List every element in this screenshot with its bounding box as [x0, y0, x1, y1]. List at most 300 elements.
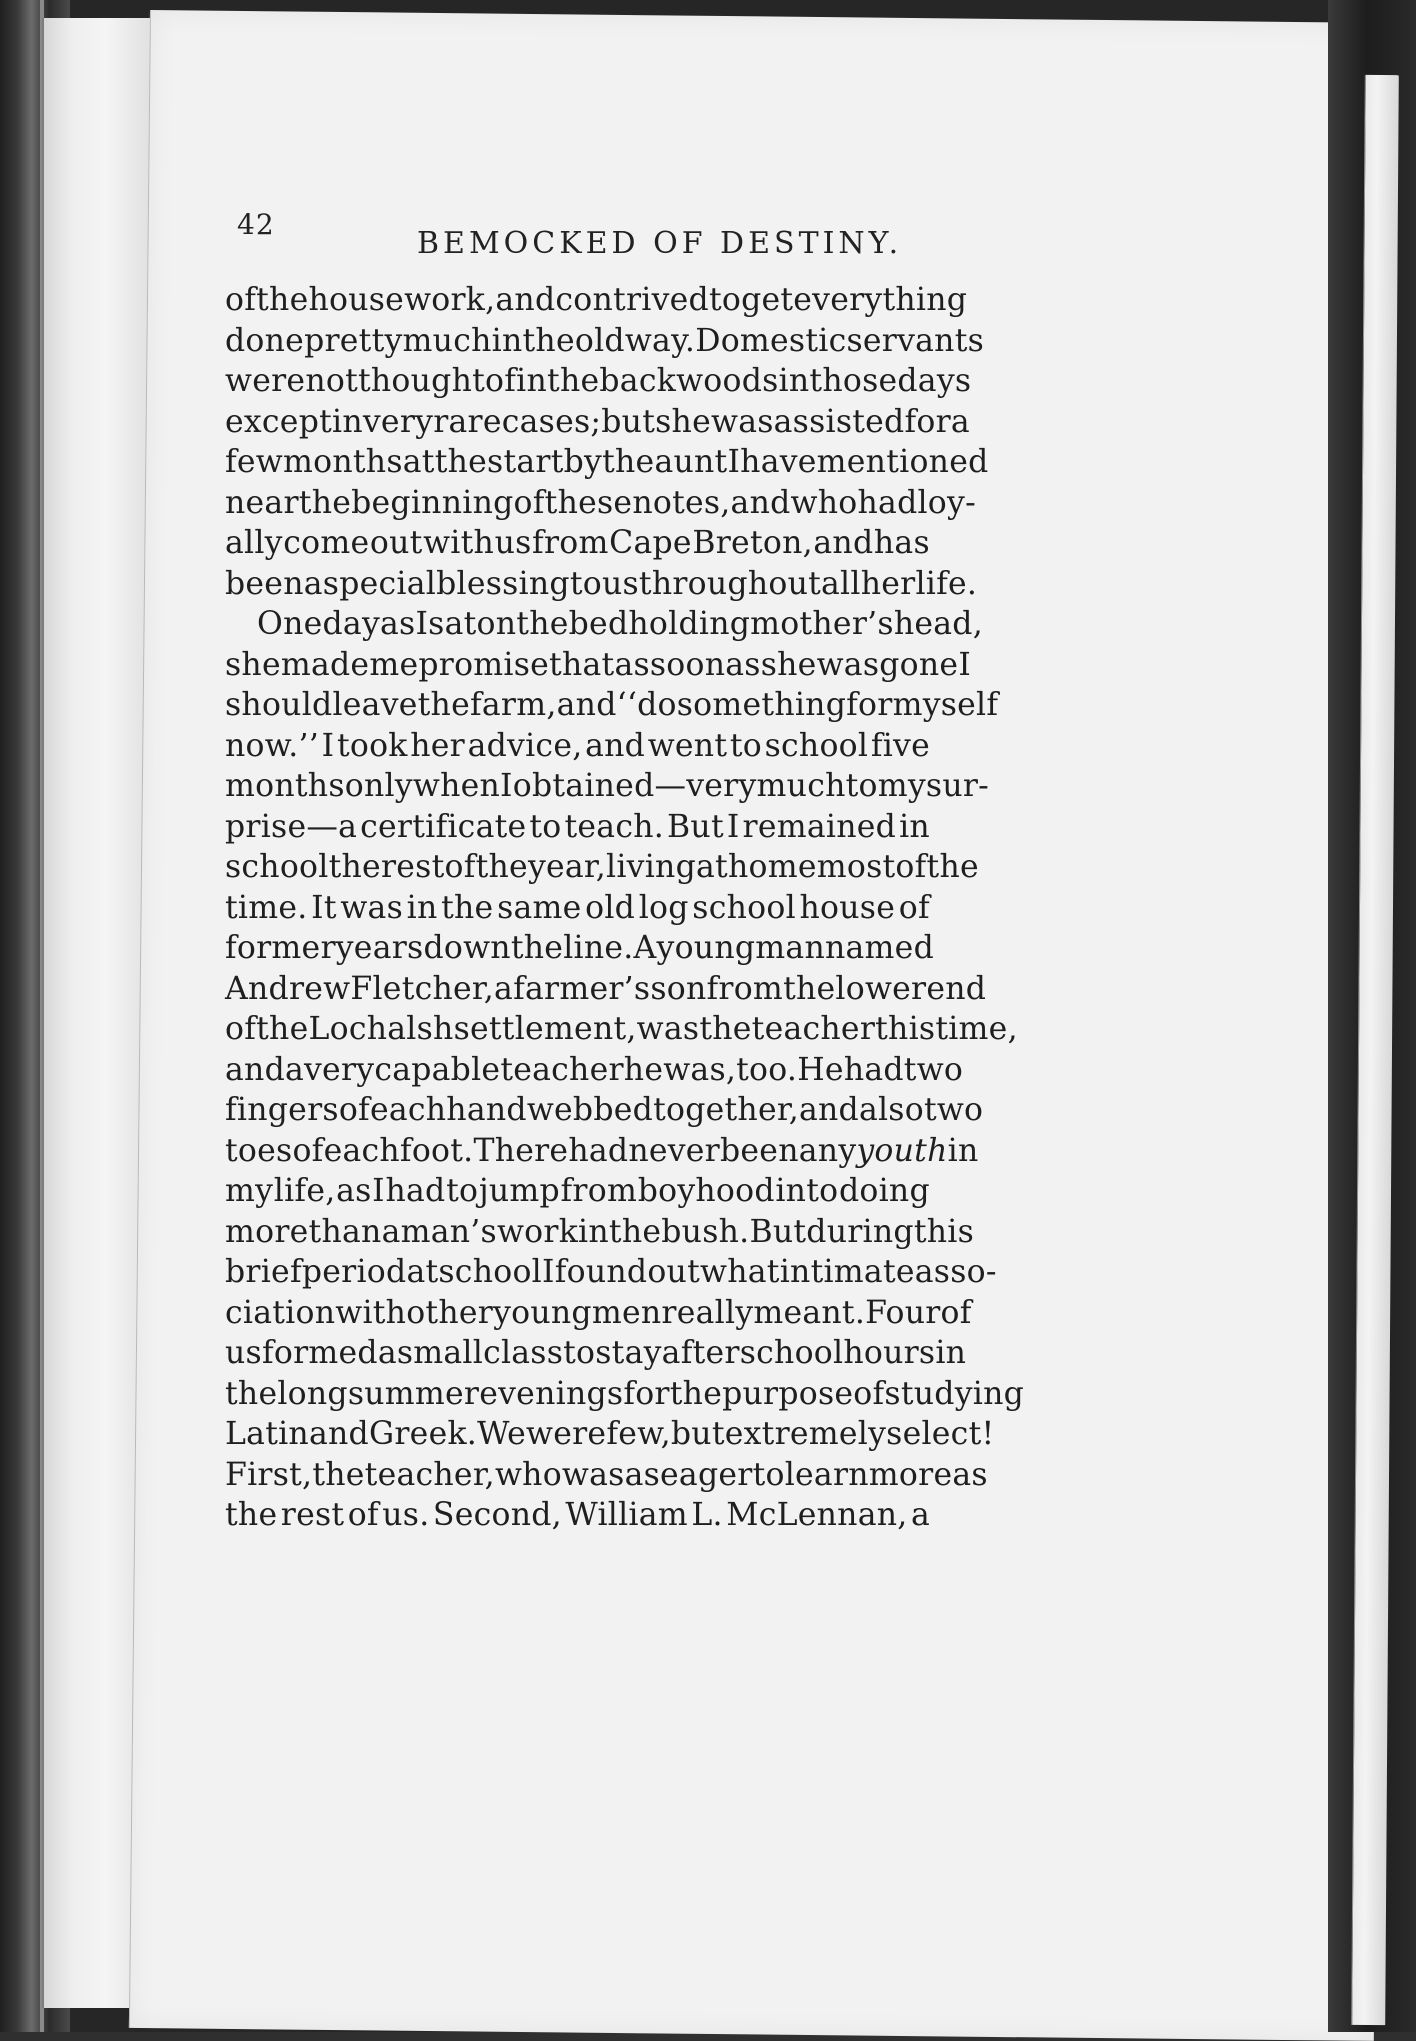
text-word: I: [500, 768, 513, 804]
text-word: each: [323, 1132, 400, 1169]
text-line: [225, 928, 934, 969]
text-word: in: [947, 1132, 979, 1169]
text-word: time.: [225, 889, 308, 926]
text-word: had: [385, 1173, 446, 1209]
text-word: us: [225, 1335, 262, 1371]
text-word: stay: [595, 1335, 662, 1371]
text-word: start: [487, 444, 564, 480]
text-line: [225, 807, 930, 848]
text-word: But: [749, 1213, 807, 1250]
text-word: was: [816, 646, 880, 683]
text-word: a: [284, 1051, 305, 1088]
text-word: at: [406, 1254, 439, 1290]
text-word: I: [726, 808, 740, 845]
text-word: teach.: [564, 808, 665, 845]
text-word: the: [669, 1375, 723, 1412]
text-word: mentioned: [816, 444, 989, 480]
text-word: been: [720, 1132, 799, 1169]
text-word: aunt: [654, 444, 728, 480]
text-word: the: [475, 849, 528, 885]
text-word: life.: [915, 565, 978, 602]
text-word: few,: [606, 1416, 671, 1452]
text-word: head,: [893, 606, 983, 642]
text-word: this: [875, 1011, 936, 1047]
text-word: doing: [838, 1173, 930, 1209]
text-word: with: [335, 1294, 407, 1331]
text-word: ciation: [225, 1294, 336, 1331]
text-line: [225, 564, 978, 605]
text-word: boyhood: [637, 1173, 775, 1209]
text-word: class: [483, 1335, 564, 1371]
text-word: found: [554, 1254, 648, 1290]
text-word: mother’s: [750, 606, 894, 642]
text-word: son: [650, 970, 707, 1007]
text-word: sat: [428, 606, 477, 642]
text-word: remained: [742, 808, 897, 845]
text-word: to: [729, 727, 762, 764]
text-word: Four: [865, 1294, 941, 1331]
text-word: he: [623, 1051, 664, 1088]
text-word: I: [372, 1173, 385, 1209]
text-word: youth: [856, 1132, 948, 1169]
text-word: in: [406, 889, 438, 926]
text-word: a: [950, 403, 970, 440]
text-word: We: [477, 1416, 527, 1452]
text-word: home: [727, 849, 817, 885]
text-line: [225, 1050, 964, 1091]
text-word: long: [277, 1375, 348, 1412]
text-word: There: [473, 1132, 569, 1169]
text-word: to: [752, 1456, 785, 1493]
text-word: to: [845, 768, 878, 804]
text-word: of: [338, 1092, 370, 1128]
text-word: these: [544, 484, 633, 521]
text-word: who: [494, 1456, 562, 1493]
text-word: only: [344, 768, 413, 804]
text-word: at: [696, 849, 728, 885]
text-word: much: [402, 322, 492, 359]
text-word: also: [858, 1092, 924, 1128]
text-word: had: [568, 1132, 629, 1169]
text-word: pretty: [304, 322, 403, 359]
text-word: she: [760, 646, 817, 683]
text-line: [225, 888, 930, 929]
text-word: to: [708, 282, 742, 318]
text-word: now.’’: [225, 727, 320, 764]
text-word: most: [816, 849, 896, 885]
text-word: and: [556, 687, 617, 723]
text-word: Andrew: [225, 970, 351, 1007]
text-word: eager: [660, 1456, 753, 1493]
text-word: summer: [347, 1375, 480, 1412]
text-word: housework,: [308, 282, 496, 318]
text-word: for: [623, 1375, 670, 1412]
text-word: those: [809, 363, 898, 399]
text-word: us.: [382, 1497, 430, 1533]
text-word: period: [301, 1254, 407, 1290]
text-word: her: [410, 727, 465, 764]
text-word: by: [563, 444, 603, 480]
text-word: was,: [663, 1051, 737, 1088]
text-word: holding: [628, 606, 751, 642]
text-word: foot.: [399, 1132, 474, 1169]
text-line: [225, 726, 930, 767]
text-word: the: [256, 1011, 309, 1047]
text-word: Lochalsh: [308, 1011, 454, 1047]
text-word: not: [305, 363, 358, 399]
text-word: First,: [225, 1456, 313, 1493]
text-word: webbed: [526, 1092, 654, 1128]
text-word: the: [516, 606, 569, 642]
text-word: purpose: [722, 1375, 854, 1412]
text-word: us: [601, 565, 639, 602]
text-word: of: [225, 1011, 257, 1047]
text-word: were: [526, 1416, 607, 1452]
text-word: studying: [884, 1375, 1025, 1412]
text-word: gone: [879, 646, 959, 683]
text-line: [225, 1171, 930, 1212]
text-word: ally: [225, 525, 283, 561]
text-word: farmer’s: [513, 970, 651, 1007]
text-line: [225, 685, 999, 726]
text-word: I: [415, 606, 429, 642]
text-word: her: [860, 565, 916, 602]
text-word: had: [843, 1051, 904, 1088]
text-word: two: [923, 1092, 984, 1128]
text-word: two: [903, 1051, 964, 1088]
text-word: man: [755, 930, 825, 966]
text-word: young: [493, 1294, 592, 1331]
text-word: named: [824, 930, 934, 966]
text-word: from: [560, 1173, 638, 1209]
text-line: [225, 847, 979, 888]
text-word: obtained—very: [512, 768, 757, 804]
text-word: done: [225, 322, 305, 359]
text-word: were: [225, 363, 306, 399]
text-word: advice,: [467, 727, 583, 764]
text-word: capable: [374, 1051, 501, 1088]
text-word: as: [725, 646, 761, 683]
text-word: the: [225, 1375, 278, 1412]
text-word: brief: [225, 1254, 302, 1290]
text-word: been: [225, 565, 304, 602]
text-word: I: [542, 1254, 555, 1290]
text-line: [225, 1414, 995, 1455]
text-word: Latin: [225, 1416, 309, 1452]
text-word: work: [496, 1213, 579, 1250]
text-word: the: [522, 322, 575, 359]
text-word: of: [347, 1497, 379, 1533]
text-word: A: [633, 930, 657, 966]
text-word: year,: [527, 849, 607, 885]
text-word: rare: [433, 403, 502, 440]
text-word: the: [608, 1213, 662, 1250]
text-word: a: [377, 1335, 397, 1371]
text-word: of: [940, 1294, 972, 1331]
text-word: few: [225, 444, 284, 480]
text-word: who: [790, 484, 858, 521]
text-word: from: [532, 525, 609, 561]
text-word: extremely: [724, 1416, 887, 1452]
text-word: meant.: [753, 1294, 866, 1331]
text-word: and: [495, 282, 556, 318]
text-line: [225, 361, 972, 402]
text-word: on: [476, 606, 517, 642]
text-word: teacher,: [364, 1456, 495, 1493]
text-word: I: [958, 646, 972, 683]
text-word: in: [332, 403, 363, 440]
text-word: months: [283, 444, 403, 480]
text-word: get: [741, 282, 794, 318]
text-word: what: [700, 1254, 780, 1290]
text-word: L.: [691, 1497, 723, 1533]
page-number: 42: [237, 208, 275, 241]
text-word: into: [775, 1173, 839, 1209]
text-word: cases;: [501, 403, 602, 440]
text-word: rest: [380, 849, 445, 885]
text-word: a: [910, 1497, 931, 1533]
running-head: BEMOCKED OF DESTINY.: [417, 226, 903, 261]
text-word: blessing: [436, 565, 570, 602]
text-line: [225, 1131, 979, 1172]
text-word: in: [516, 363, 548, 399]
text-word: after: [661, 1335, 740, 1371]
text-word: really: [661, 1294, 754, 1331]
text-word: she: [655, 403, 711, 440]
text-word: bed: [568, 606, 629, 642]
text-word: too.: [736, 1051, 798, 1088]
text-word: end: [926, 970, 987, 1007]
text-word: was: [561, 1456, 625, 1493]
text-word: near: [225, 484, 299, 521]
text-word: intimate: [779, 1254, 915, 1290]
text-word: young: [656, 930, 756, 966]
text-word: at: [402, 444, 435, 480]
text-word: other: [406, 1294, 494, 1331]
text-word: Domestic: [695, 322, 847, 359]
text-word: It: [311, 889, 337, 926]
text-word: learn: [784, 1456, 869, 1493]
text-word: from: [706, 970, 784, 1007]
text-word: made: [280, 646, 370, 683]
text-word: McLennan,: [726, 1497, 908, 1533]
text-word: of: [485, 363, 517, 399]
text-word: had: [857, 484, 918, 521]
page-text: [225, 280, 1025, 1780]
text-word: down: [423, 930, 511, 966]
text-word: to: [446, 1173, 479, 1209]
text-word: school: [438, 1254, 542, 1290]
text-word: in: [935, 1335, 967, 1371]
text-word: in: [899, 808, 930, 845]
text-line: [225, 1455, 988, 1496]
text-word: the: [312, 1456, 365, 1493]
text-word: school: [225, 849, 329, 885]
text-word: five: [870, 727, 930, 764]
text-word: my: [225, 1173, 274, 1209]
text-word: asso-: [914, 1254, 997, 1290]
text-word: and: [308, 1416, 369, 1452]
text-word: the: [602, 444, 655, 480]
text-line: [225, 280, 968, 321]
text-word: sur-: [925, 768, 990, 804]
text-word: was: [636, 1011, 700, 1047]
text-word: should: [225, 687, 333, 723]
text-word: as: [336, 1173, 372, 1209]
text-word: thought: [357, 363, 486, 399]
text-word: as: [380, 606, 416, 642]
text-word: servants: [846, 322, 985, 359]
text-line: [225, 402, 970, 443]
text-word: has: [873, 525, 930, 561]
text-word: never: [628, 1132, 720, 1169]
text-word: house: [799, 889, 896, 926]
text-word: the: [926, 849, 979, 885]
text-word: promise: [418, 646, 550, 683]
text-word: men: [591, 1294, 662, 1331]
text-word: school: [692, 889, 796, 926]
text-word: former: [225, 930, 336, 966]
text-word: when: [412, 768, 501, 804]
text-word: the: [547, 363, 600, 399]
text-word: of: [225, 282, 257, 318]
text-word: to: [529, 808, 562, 845]
text-line: [225, 1009, 1018, 1050]
text-word: But: [667, 808, 724, 845]
text-word: small: [396, 1335, 484, 1371]
text-word: except: [225, 403, 333, 440]
text-word: I: [321, 727, 335, 764]
text-word: old: [574, 322, 625, 359]
text-word: hours: [843, 1335, 936, 1371]
text-word: living: [606, 849, 697, 885]
text-line: [225, 523, 930, 564]
text-word: William: [565, 1497, 688, 1533]
text-word: of: [292, 1132, 324, 1169]
text-word: of: [895, 849, 927, 885]
text-word: hand: [446, 1092, 527, 1128]
text-line: [225, 1495, 930, 1536]
text-word: the: [417, 687, 470, 723]
text-line: [225, 1374, 1025, 1415]
text-word: day: [322, 606, 381, 642]
text-word: teacher: [500, 1051, 624, 1088]
text-word: of: [444, 849, 476, 885]
text-word: line.: [563, 930, 634, 966]
text-word: much: [756, 768, 846, 804]
text-word: of: [898, 889, 930, 926]
text-word: bush.: [661, 1213, 750, 1250]
text-line: [225, 1293, 972, 1334]
text-word: but: [601, 403, 656, 440]
text-word: myself: [892, 687, 999, 723]
text-word: a: [303, 565, 323, 602]
text-word: the: [441, 889, 494, 926]
text-word: Cape: [609, 525, 692, 561]
text-word: of: [513, 484, 545, 521]
text-word: life,: [273, 1173, 336, 1209]
text-word: school: [739, 1335, 844, 1371]
text-word: my: [877, 768, 926, 804]
text-word: come: [283, 525, 370, 561]
text-word: farm,: [469, 687, 557, 723]
text-word: more: [868, 1456, 953, 1493]
text-word: and: [798, 1092, 859, 1128]
text-word: the: [328, 849, 381, 885]
text-word: old: [585, 889, 636, 926]
text-word: have: [740, 444, 817, 480]
text-word: me: [369, 646, 419, 683]
text-word: to: [563, 1335, 596, 1371]
text-word: leave: [332, 687, 418, 723]
text-word: and: [730, 484, 791, 521]
text-word: as: [614, 646, 650, 683]
text-word: formed: [261, 1335, 378, 1371]
text-word: soon: [649, 646, 726, 683]
text-word: in: [491, 322, 523, 359]
text-line: [225, 1333, 967, 1374]
text-word: us: [494, 525, 532, 561]
text-word: loy-: [917, 484, 976, 521]
text-word: same: [497, 889, 582, 926]
text-word: man’s: [400, 1213, 497, 1250]
text-word: this: [913, 1213, 975, 1250]
text-word: of: [853, 1375, 885, 1412]
text-word: toes: [225, 1132, 293, 1169]
text-word: was: [710, 403, 774, 440]
text-word: months: [225, 768, 345, 804]
text-word: to: [569, 565, 602, 602]
text-line: [225, 604, 983, 645]
text-word: as: [952, 1456, 988, 1493]
text-word: assisted: [773, 403, 905, 440]
text-line: [225, 1090, 984, 1131]
text-word: out: [369, 525, 423, 561]
text-word: and: [813, 525, 874, 561]
text-word: special: [322, 565, 437, 602]
text-line: [225, 442, 989, 483]
text-line: [225, 1252, 997, 1293]
text-word: certificate: [360, 808, 527, 845]
text-word: Second,: [432, 1497, 562, 1533]
text-word: as: [624, 1456, 661, 1493]
text-word: throughout: [638, 565, 822, 602]
text-word: the: [783, 970, 836, 1007]
text-word: the: [510, 930, 564, 966]
text-word: fingers: [225, 1092, 339, 1128]
text-word: in: [778, 363, 810, 399]
text-word: I: [727, 444, 741, 480]
text-word: all: [821, 565, 861, 602]
text-word: Breton,: [692, 525, 813, 561]
text-line: [225, 766, 990, 807]
text-word: evenings: [479, 1375, 624, 1412]
text-word: log: [638, 889, 689, 926]
text-word: very: [362, 403, 434, 440]
text-word: the: [256, 282, 309, 318]
text-word: One: [257, 606, 323, 642]
text-word: Fletcher,: [350, 970, 495, 1007]
text-word: any: [798, 1132, 857, 1169]
text-line: [225, 1212, 975, 1253]
text-word: but: [670, 1416, 725, 1452]
text-word: rest: [280, 1497, 345, 1533]
text-word: in: [578, 1213, 609, 1250]
text-word: select!: [886, 1416, 995, 1452]
text-word: teacher: [751, 1011, 876, 1047]
text-word: during: [806, 1213, 914, 1250]
text-word: with: [423, 525, 495, 561]
